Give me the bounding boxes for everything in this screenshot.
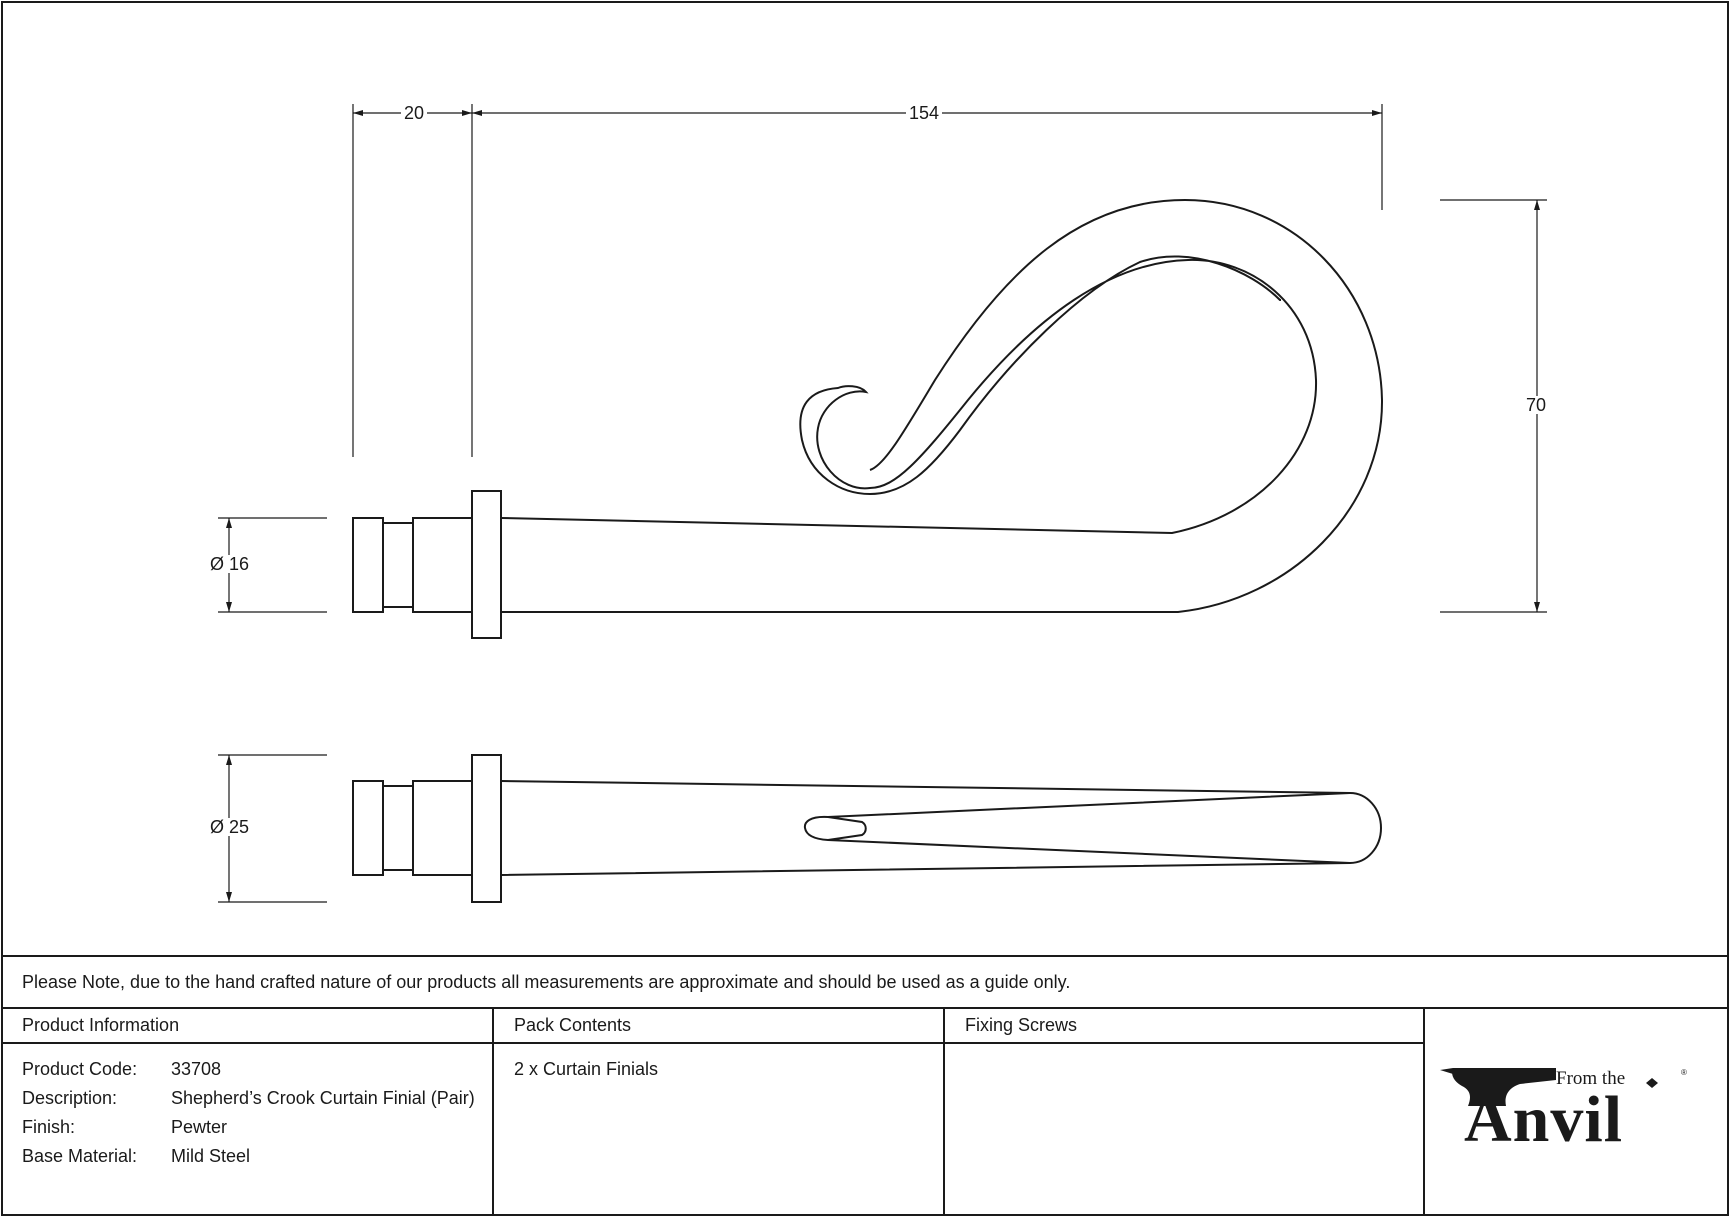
fixing-screws-heading: Fixing Screws (965, 1015, 1078, 1035)
measurement-note: Please Note, due to the hand crafted nature of our products all measurements are approximate and should be used as a guide only. (22, 972, 1071, 992)
pack-contents-item: 2 x Curtain Finials (514, 1059, 659, 1079)
collar-small (383, 523, 413, 607)
end-cap (353, 518, 383, 612)
sheet-border (2, 2, 1728, 1215)
product-code-value: 33708 (171, 1059, 222, 1079)
base-flange-top (472, 755, 501, 902)
logo-name: Anvil (1464, 1083, 1624, 1156)
base-flange (472, 491, 501, 638)
product-information-heading: Product Information (22, 1015, 180, 1035)
description-label: Description: (22, 1088, 118, 1108)
dim-label-height: 70 (1523, 396, 1549, 414)
product-code-label: Product Code: (22, 1059, 138, 1079)
dimension-lines (218, 104, 1547, 902)
end-cap-top (353, 781, 383, 875)
dim-label-base-length: 20 (401, 104, 427, 122)
finish-value: Pewter (171, 1117, 228, 1137)
crook-tip-top (828, 817, 866, 840)
top-view-drawing (353, 755, 1381, 902)
finish-label: Finish: (22, 1117, 76, 1137)
collar-small-top (383, 786, 413, 870)
description-value: Shepherd’s Crook Curtain Finial (Pair) (171, 1088, 475, 1108)
logo-prefix: From the (1556, 1068, 1626, 1089)
crook-outline (501, 200, 1382, 612)
dim-label-diameter-large: Ø 25 (207, 818, 252, 836)
dim-label-overall-length: 154 (906, 104, 942, 122)
collar-large-top (413, 781, 472, 875)
base-material-label: Base Material: (22, 1146, 138, 1166)
base-material-value: Mild Steel (171, 1146, 251, 1166)
rod-outline-top (501, 781, 1381, 875)
side-view-drawing (353, 200, 1382, 638)
collar-large (413, 518, 472, 612)
crook-inner-outline-top (805, 793, 1350, 863)
dim-label-diameter-small: Ø 16 (207, 555, 252, 573)
pack-contents-heading: Pack Contents (514, 1015, 632, 1035)
logo-registered-mark: ® (1681, 1068, 1687, 1077)
logo-diamond-icon (1646, 1078, 1658, 1088)
